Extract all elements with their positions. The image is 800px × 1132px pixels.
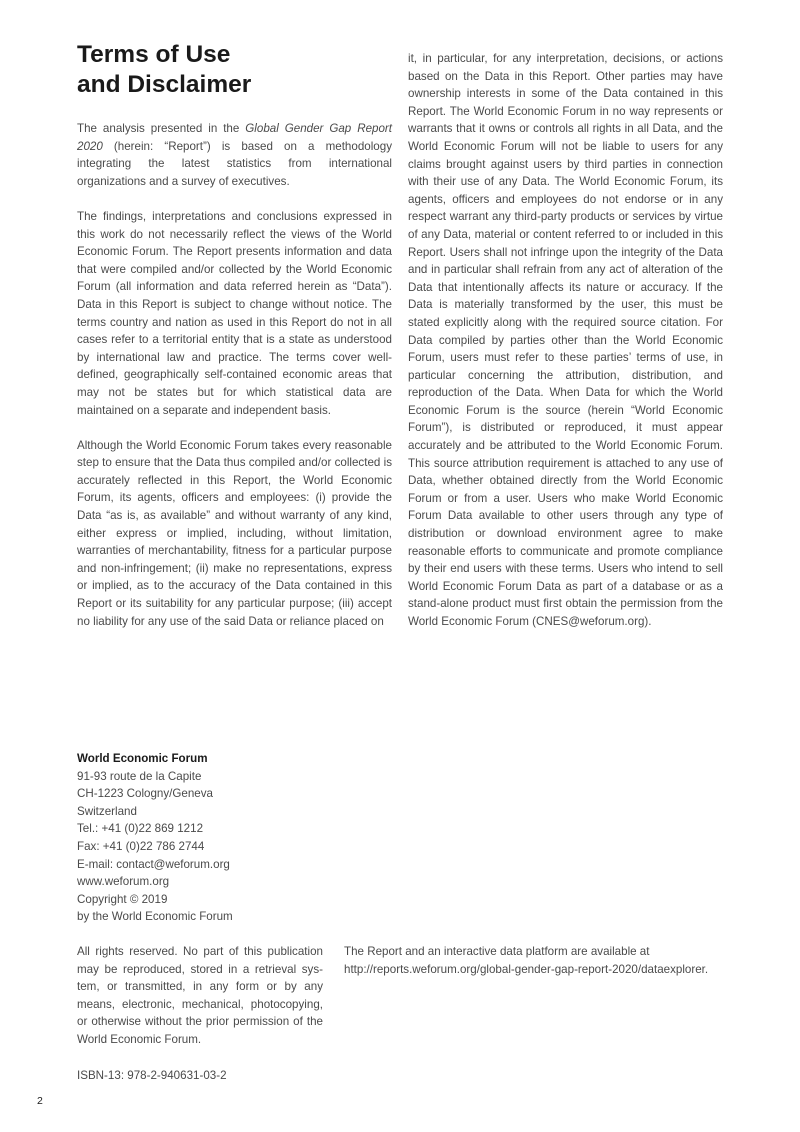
copyright-holder: by the World Economic Forum: [77, 910, 233, 924]
right-column: [408, 50, 723, 631]
copyright-line: Copyright © 2019: [77, 892, 168, 906]
warranty-paragraph: Although the World Economic Forum takes every reasonable step to ensure that the Data thus compiled and/or collected is accurately reflected in this Report, the World Economic Forum, its agents, officers and employees: (i) provide the Data “as is, as available” and without warranty of any kind, either express or implied, including, without limitation, warranties of merchantability, fitness for a particular purpose and non-infringement; (ii) make no representations, express or implied, as to the accuracy of the Data contained in this Report or its suitability for any particular purpose; (iii) accept no liability for any use of the said Data or reliance placed on: [77, 438, 392, 628]
email-address: E-mail: contact@weforum.org: [77, 857, 230, 871]
data-platform-notice: The Report and an interactive data platform are available at http://reports.weforum.org/global-gender-gap-report-2020/dataexplorer.: [344, 945, 709, 976]
address-street: 91-93 route de la Capite: [77, 769, 202, 783]
title-line-1: Terms of Use: [77, 41, 231, 68]
address-city: CH-1223 Cologny/Geneva: [77, 787, 213, 801]
title-line-2: and Disclaimer: [77, 71, 252, 98]
report-title-italic: Global Gender Gap Report 2020: [77, 122, 392, 153]
page-title: [77, 40, 251, 100]
intro-text-after: (herein: “Report”) is based on a methodology integrating the latest statistics from international organizations and a survey of executives.: [77, 139, 392, 188]
intro-paragraph: [77, 120, 392, 190]
organization-name: World Economic Forum: [77, 752, 208, 765]
isbn-number: ISBN-13: 978-2-940631-03-2: [77, 1069, 227, 1082]
fax-number: Fax: +41 (0)22 786 2744: [77, 839, 205, 853]
address-country: Switzerland: [77, 804, 137, 818]
contact-address: [77, 750, 357, 926]
rights-reserved-notice: All rights reserved. No part of this publication may be reproduced, stored in a retrieval system, or transmitted, in any form or by any means, electronic, mechanical, photocopying, or otherwise without the prior permission of the World Economic Forum.: [77, 945, 323, 1046]
phone-number: Tel.: +41 (0)22 869 1212: [77, 822, 204, 836]
website-link[interactable]: www.weforum.org: [77, 875, 170, 889]
left-column: [77, 120, 392, 630]
intro-text-before: The analysis presented in the: [77, 122, 246, 135]
page-number: 2: [37, 1095, 43, 1107]
liability-paragraph: it, in particular, for any interpretation, decisions, or actions based on the Data in this Report. Other parties may have ownership interests in some of the Data contained in this Report. The World Economic Forum in no way represents or warrants that it owns or controls all rights in all Data, and the World Economic Forum will not be liable to users for any claims brought against users by third parties in connection with their use of any Data. The World Economic Forum, its agents, officers and employees do not endorse or in any respect warrant any third-party products or services by virtue of any Data, material or content referred to or included in this Report. Users shall not infringe upon the integrity of the Data and in particular shall refrain from any act of alteration of the Data that intentionally affects its nature or accuracy. If the Data is materially transformed by the user, this must be stated explicitly along with the required source citation. For Data compiled by parties other than the World Economic Forum, users must refer to these parties’ terms of use, in particular concerning the attribution, distribution, and reproduction of the Data. When Data for which the World Economic Forum is the source (herein “World Economic Forum”), is distributed or reproduced, it must appear accurately and be attributed to the World Economic Forum. This source attribution requirement is attached to any use of Data, whether obtained directly from the World Economic Forum or from a user. Users who make World Economic Forum Data available to other users through any type of distribution or download environment agree to make reasonable efforts to communicate and promote compliance by their end users with these terms. Users who intend to sell World Economic Forum Data as part of a database or as a stand-alone product must first obtain the permission from the World Economic Forum (CNES@weforum.org).: [408, 52, 723, 628]
findings-paragraph: The findings, interpretations and conclusions expressed in this work do not necessarily reflect the views of the World Economic Forum. The Report presents information and data that were compiled and/or collected by the World Economic Forum (all information and data referred herein as “Data”). Data in this Report is subject to change without notice. The terms country and nation as used in this Report do not in all cases refer to a territorial entity that is a state as understood by international law and practice. The terms cover well-defined, geographically self-contained economic areas that may not be states but for which statistical data are maintained on a separate and independent basis.: [77, 209, 392, 417]
